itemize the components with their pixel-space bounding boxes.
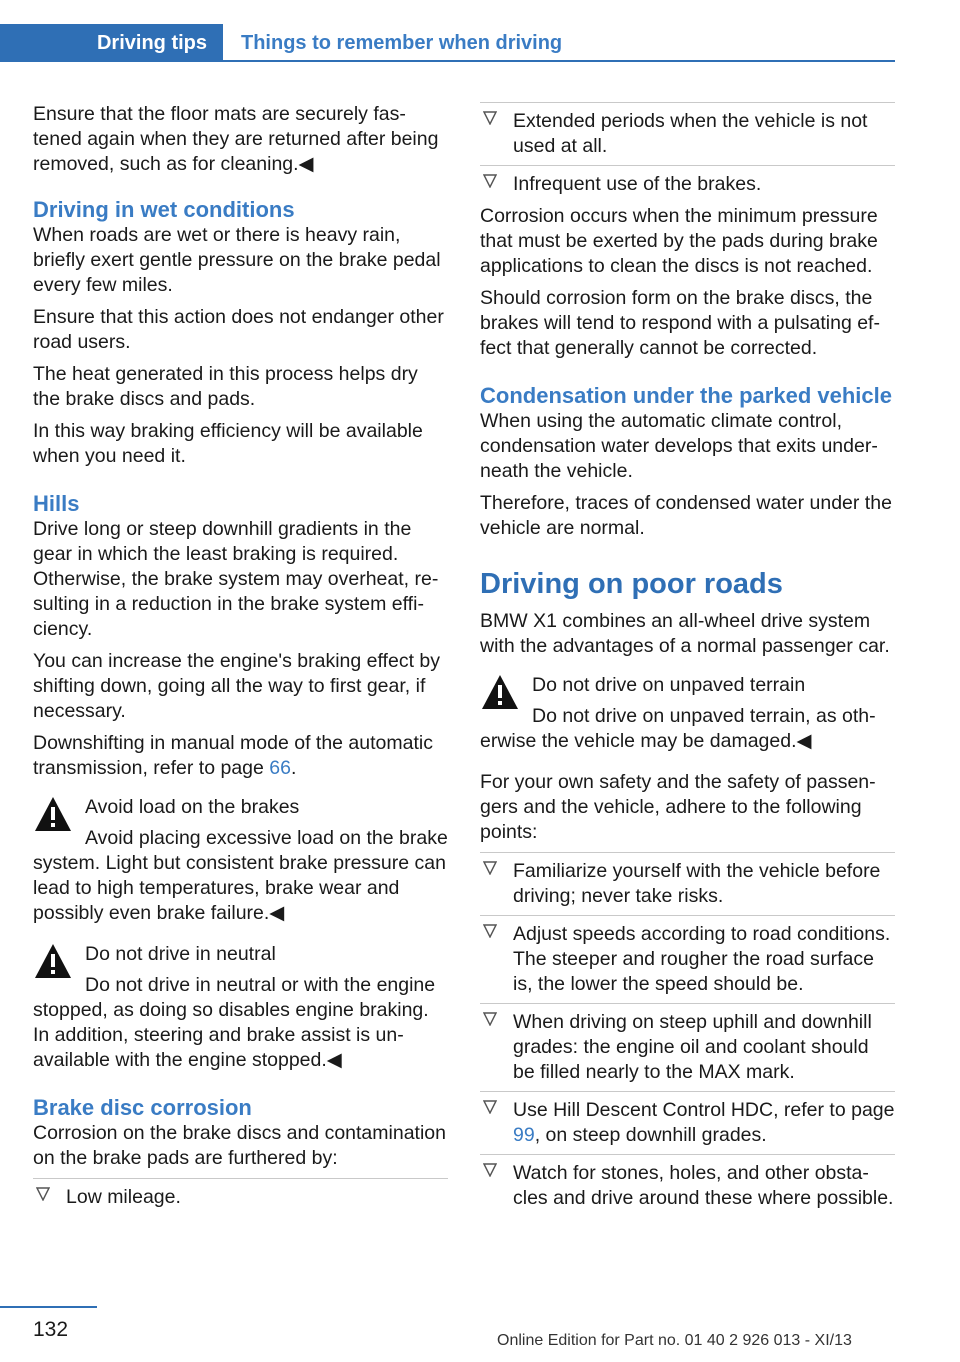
footer-rule xyxy=(0,1306,97,1308)
warning-title: Do not drive on unpaved terrain xyxy=(532,674,806,696)
list-item-text: When driving on steep uphill and downhill grades: the engine oil and coolant should be filled nearly to the MAX mark. xyxy=(513,1011,872,1083)
heading-brake-disc-corrosion: Brake disc corrosion xyxy=(33,1095,252,1120)
bullet-list xyxy=(480,852,895,1211)
paragraph: Corrosion occurs when the minimum pressure that must be exerted by the pads during brake applications to clean the discs is not reached. xyxy=(480,205,878,277)
warning-triangle-icon xyxy=(480,673,520,711)
left-column xyxy=(33,102,448,1217)
page-link[interactable]: 99 xyxy=(513,1124,535,1146)
bullet-triangle-icon xyxy=(483,1100,497,1114)
edition-note: Online Edition for Part no. 01 40 2 926 013 - XI/13 xyxy=(497,1332,852,1349)
bullet-list xyxy=(480,102,895,197)
list-item-text: Low mileage. xyxy=(66,1186,181,1208)
list-item-text: Infrequent use of the brakes. xyxy=(513,173,762,195)
list-item xyxy=(480,1091,895,1148)
list-item-text: Extended periods when the vehicle is not used at all. xyxy=(513,110,868,157)
warning-text: Do not drive in neutral or with the engine stopped, as doing so disables engine braking. In addition, steering and brake assist is unavailable with the engine stopped.◀ xyxy=(33,974,436,1071)
warning-text: Do not drive on unpaved terrain, as otherwise the vehicle may be damaged.◀ xyxy=(480,705,876,752)
paragraph: In this way braking efficiency will be available when you need it. xyxy=(33,420,423,467)
list-item-text: , on steep downhill grades. xyxy=(534,1124,767,1146)
list-item xyxy=(480,1154,895,1211)
list-item-text: Adjust speeds according to road conditions. The steeper and rougher the road surface is, the lower the speed should be. xyxy=(513,923,891,995)
paragraph: The heat generated in this process helps dry the brake discs and pads. xyxy=(33,363,418,410)
paragraph: Drive long or steep downhill gradients in the gear in which the least braking is required. Otherwise, the brake system may overheat, resulting in a reduction in the brake system efficiency. xyxy=(33,518,439,640)
paragraph: BMW X1 combines an all-wheel drive system with the advantages of a normal passenger car. xyxy=(480,610,890,657)
bullet-triangle-icon xyxy=(483,1163,497,1177)
right-column xyxy=(480,102,895,1218)
list-item xyxy=(480,1003,895,1085)
warning-title: Do not drive in neutral xyxy=(85,943,276,965)
warning-triangle-icon xyxy=(33,795,73,833)
text: Downshifting in manual mode of the automatic transmission, refer to page xyxy=(33,732,433,779)
warning-box xyxy=(480,673,895,754)
bullet-triangle-icon xyxy=(483,111,497,125)
section-tab[interactable]: Things to remember when driving xyxy=(241,32,563,54)
bullet-triangle-icon xyxy=(483,1012,497,1026)
chapter-tab[interactable]: Driving tips xyxy=(0,24,223,62)
paragraph: Corrosion on the brake discs and contamination on the brake pads are furthered by: xyxy=(33,1122,446,1169)
page-number: 132 xyxy=(33,1318,69,1341)
list-item xyxy=(33,1178,448,1210)
page-link[interactable]: 66 xyxy=(269,757,291,779)
paragraph xyxy=(33,731,448,781)
bullet-list xyxy=(33,1178,448,1210)
warning-triangle-icon xyxy=(33,942,73,980)
warning-title: Avoid load on the brakes xyxy=(85,796,300,818)
list-item-text: Use Hill Descent Control HDC, refer to page xyxy=(513,1099,895,1121)
bullet-triangle-icon xyxy=(36,1187,50,1201)
list-item-text: Watch for stones, holes, and other obstacles and drive around these where possible. xyxy=(513,1162,894,1209)
list-item xyxy=(480,165,895,197)
list-item xyxy=(480,915,895,997)
paragraph: When roads are wet or there is heavy rain, briefly exert gentle pressure on the brake pedal every few miles. xyxy=(33,224,441,296)
heading-hills: Hills xyxy=(33,491,80,516)
warning-box xyxy=(33,795,448,926)
paragraph: When using the automatic climate control, condensation water develops that exits underneath the vehicle. xyxy=(480,410,878,482)
paragraph: Ensure that this action does not endanger other road users. xyxy=(33,306,444,353)
warning-text: Avoid placing excessive load on the brake system. Light but consistent brake pressure can lead to high temperatures, brake wear and possibly even brake failure.◀ xyxy=(33,827,448,924)
bullet-triangle-icon xyxy=(483,861,497,875)
list-item xyxy=(480,102,895,159)
warning-box xyxy=(33,942,448,1073)
bullet-triangle-icon xyxy=(483,924,497,938)
paragraph: Should corrosion form on the brake discs, the brakes will tend to respond with a pulsating effect that generally cannot be corrected. xyxy=(480,287,880,359)
paragraph: For your own safety and the safety of passengers and the vehicle, adhere to the following points: xyxy=(480,771,876,843)
paragraph: Ensure that the floor mats are securely fastened again when they are returned after being removed, such as for cleaning.◀ xyxy=(33,103,439,175)
list-item xyxy=(480,852,895,909)
bullet-triangle-icon xyxy=(483,174,497,188)
heading-condensation: Condensation under the parked vehicle xyxy=(480,383,892,408)
heading-wet-conditions: Driving in wet conditions xyxy=(33,197,295,222)
heading-poor-roads: Driving on poor roads xyxy=(480,568,783,600)
page-header xyxy=(0,24,895,62)
list-item-text: Familiarize yourself with the vehicle before driving; never take risks. xyxy=(513,860,881,907)
paragraph: Therefore, traces of condensed water under the vehicle are normal. xyxy=(480,492,892,539)
paragraph: You can increase the engine's braking effect by shifting down, going all the way to first gear, if necessary. xyxy=(33,650,441,722)
text: . xyxy=(290,757,297,779)
